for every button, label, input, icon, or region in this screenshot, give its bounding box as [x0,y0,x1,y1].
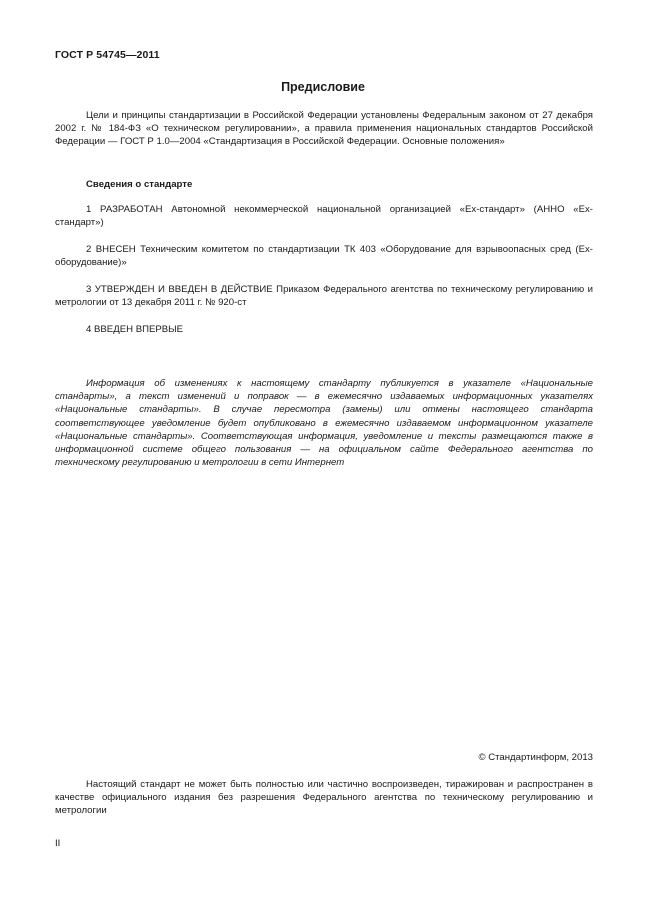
info-item-introduced: 2 ВНЕСЕН Техническим комитетом по стандартизации ТК 403 «Оборудование для взрывоопасных сред (Ех-оборудование)» [55,244,593,269]
info-item-approved: 3 УТВЕРЖДЕН И ВВЕДЕН В ДЕЙСТВИЕ Приказом Федерального агентства по техническому регулированию и метрологии от 13 декабря 2011 г. № 920-ст [55,284,593,309]
page-title: Предисловие [281,80,365,94]
info-item-first-issue: 4 ВВЕДЕН ВПЕРВЫЕ [86,324,184,335]
copyright-line: © Стандартинформ, 2013 [478,752,593,763]
page-number: II [55,838,61,849]
standard-id: ГОСТ Р 54745—2011 [55,49,160,61]
info-item-developed: 1 РАЗРАБОТАН Автономной некоммерческой национальной организацией «Ех-стандарт» (АННО «Ех-стандарт») [55,204,593,229]
reproduction-notice: Настоящий стандарт не может быть полностью или частично воспроизведен, тиражирован и распространен в качестве официального издания без разрешения Федерального агентства по техническому регулированию и метрологии [55,779,593,817]
intro-paragraph: Цели и принципы стандартизации в Российской Федерации установлены Федеральным законом от 27 декабря 2002 г. № 184-ФЗ «О техническом регулировании», а правила применения национальных стандартов Российской Федерации — ГОСТ Р 1.0—2004 «Стандартизация в Российской Федерации. Основные положения» [55,110,593,148]
changes-info-note: Информация об изменениях к настоящему стандарту публикуется в указателе «Национальные стандарты», а текст изменений и поправок — в ежемесячно издаваемых информационных указателях «Национальные стандарты». В случае пересмотра (замены) или отмены настоящего стандарта соответствующее уведомление будет опубликовано в ежемесячно издаваемом информационном указателе «Национальные стандарты». Соответствующая информация, уведомление и тексты размещаются также в информационной системе общего пользования — на официальном сайте Федерального агентства по техническому регулированию и метрологии в сети Интернет [55,378,593,469]
info-heading: Сведения о стандарте [86,179,193,190]
